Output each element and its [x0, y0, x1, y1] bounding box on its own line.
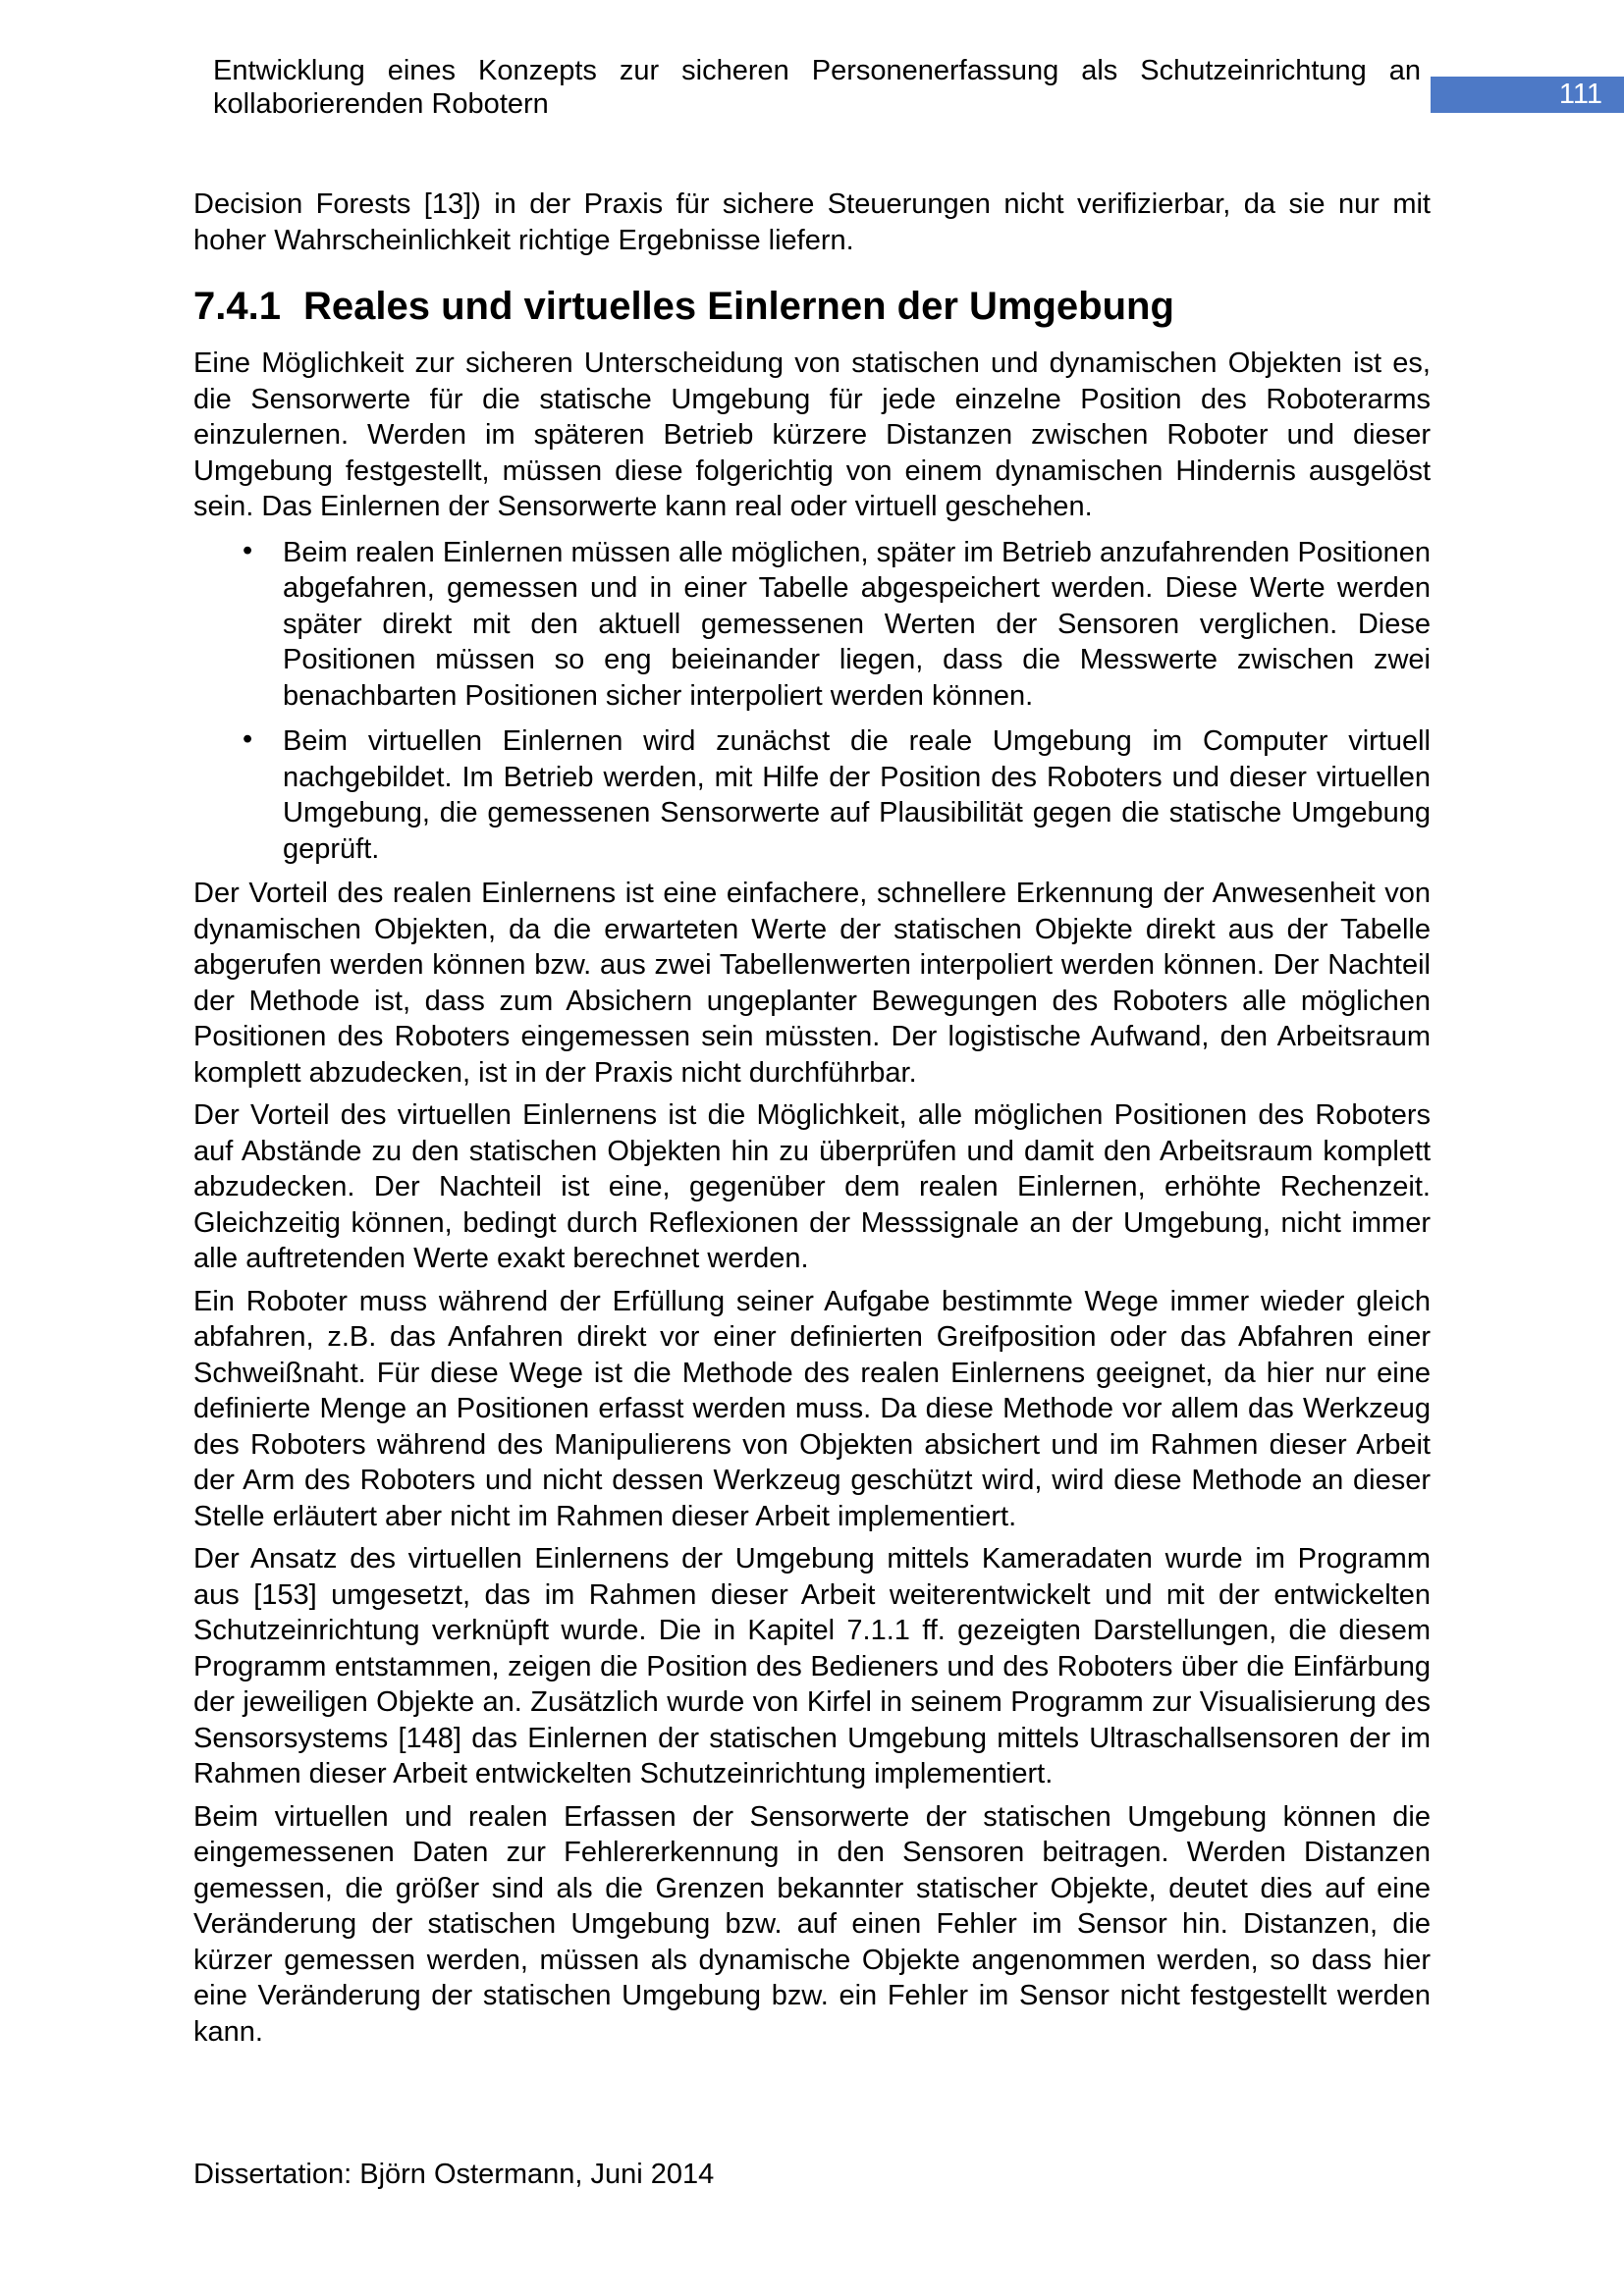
paragraph: Beim virtuellen und realen Erfassen der Sensorwerte der statischen Umgebung können die eingemessenen Daten zur Fehlererkennung in den Sensoren beitragen. Werden Distanzen gemessen, die größer sind als die Grenzen bekannter statischer Objekte, deutet dies auf eine Veränderung der statischen Umgebung bzw. auf einen Fehler im Sensor hin. Distanzen, die kürzer gemessen werden, müssen als dynamische Objekte angenommen werden, so dass hier eine Veränderung der statischen Umgebung bzw. ein Fehler im Sensor nicht festgestellt werden kann.: [193, 1800, 1431, 2048]
section-title: Reales und virtuelles Einlernen der Umgebung: [303, 285, 1174, 328]
paragraph: Ein Roboter muss während der Erfüllung seiner Aufgabe bestimmte Wege immer wieder gleich abfahren, z.B. das Anfahren direkt vor einer definierten Greifposition oder das Abfahren einer Schweißnaht. Für diese Wege ist die Methode des realen Einlernens geeignet, da hier nur eine definierte Menge an Positionen erfasst werden muss. Da diese Methode vor allem das Werkzeug des Roboters während des Manipulierens von Objekten absichert und im Rahmen dieser Arbeit der Arm des Roboters und nicht dessen Werkzeug geschützt wird, wird diese Methode an dieser Stelle erläutert aber nicht im Rahmen dieser Arbeit implementiert.: [193, 1285, 1431, 1532]
bullet-item: [193, 535, 1431, 715]
section-heading: [193, 284, 1431, 329]
page-number: 111: [1558, 79, 1602, 110]
bullet-text: Beim realen Einlernen müssen alle möglichen, später im Betrieb anzufahrenden Positionen abgefahren, gemessen und in einer Tabelle abgespeichert werden. Diese Werte werden später direkt mit den aktuell gemessenen Werten der Sensoren verglichen. Diese Positionen müssen so eng beieinander liegen, dass die Messwerte zwischen zwei benachbarten Positionen sicher interpoliert werden können.: [283, 536, 1431, 712]
page-body: [193, 187, 1431, 2056]
running-header-line1: Entwicklung eines Konzepts zur sicheren Personenerfassung als Schutzeinrichtung an: [213, 55, 1421, 86]
footer-text: Dissertation: Björn Ostermann, Juni 2014: [193, 2159, 715, 2190]
bullet-marker-icon: •: [243, 534, 253, 566]
paragraph: Der Ansatz des virtuellen Einlernens der Umgebung mittels Kameradaten wurde im Programm aus [153] umgesetzt, das im Rahmen dieser Arbeit weiterentwickelt und mit der entwickelten Schutzeinrichtung verknüpft wurde. Die in Kapitel 7.1.1 ff. gezeigten Darstellungen, die diesem Programm entstammen, zeigen die Position des Bedieners und des Roboters über die Einfärbung der jeweiligen Objekte an. Zusätzlich wurde von Kirfel in seinem Programm zur Visualisierung des Sensorsystems [148] das Einlernen der statischen Umgebung mittels Ultraschallsensoren der im Rahmen dieser Arbeit entwickelten Schutzeinrichtung implementiert.: [193, 1543, 1431, 1789]
paragraph: Der Vorteil des realen Einlernens ist eine einfachere, schnellere Erkennung der Anwesenheit von dynamischen Objekten, da die erwarteten Werte der statischen Objekte direkt aus der Tabelle abgerufen werden können bzw. aus zwei Tabellenwerten interpoliert werden können. Der Nachteil der Methode ist, dass zum Absichern ungeplanter Bewegungen des Roboters alle möglichen Positionen des Roboters eingemessen sein müssten. Der logistische Aufwand, den Arbeitsraum komplett abzudecken, ist in der Praxis nicht durchführbar.: [193, 878, 1431, 1089]
paragraph: Eine Möglichkeit zur sicheren Unterscheidung von statischen und dynamischen Objekten ist es, die Sensorwerte für die statische Umgebung für jede einzelne Position des Roboterarms einzulernen. Werden im späteren Betrieb kürzere Distanzen zwischen Roboter und dieser Umgebung festgestellt, müssen diese folgerichtig von einem dynamischen Hindernis ausgelöst sein. Das Einlernen der Sensorwerte kann real oder virtuell geschehen.: [193, 347, 1431, 522]
bullet-text: Beim virtuellen Einlernen wird zunächst die reale Umgebung im Computer virtuell nachgebildet. Im Betrieb werden, mit Hilfe der Position des Roboters und dieser virtuellen Umgebung, die gemessenen Sensorwerte auf Plausibilität gegen die statische Umgebung geprüft.: [283, 725, 1431, 865]
running-header-line2: kollaborierenden Robotern: [213, 88, 549, 120]
bullet-marker-icon: •: [243, 723, 253, 755]
running-header: [213, 54, 1421, 121]
paragraph-intro: Decision Forests [13]) in der Praxis für sichere Steuerungen nicht verifizierbar, da sie nur mit hoher Wahrscheinlichkeit richtige Ergebnisse liefern.: [193, 188, 1431, 256]
bullet-item: [193, 723, 1431, 867]
page-footer: [193, 2157, 714, 2192]
section-number: 7.4.1: [193, 285, 281, 328]
paragraph: Der Vorteil des virtuellen Einlernens ist die Möglichkeit, alle möglichen Positionen des Roboters auf Abstände zu den statischen Objekten hin zu überprüfen und damit den Arbeitsraum komplett abzudecken. Der Nachteil ist eine, gegenüber dem realen Einlernen, erhöhte Rechenzeit. Gleichzeitig können, bedingt durch Reflexionen der Messsignale an der Umgebung, nicht immer alle auftretenden Werte exakt berechnet werden.: [193, 1099, 1431, 1274]
page-number-badge: [1431, 77, 1624, 113]
